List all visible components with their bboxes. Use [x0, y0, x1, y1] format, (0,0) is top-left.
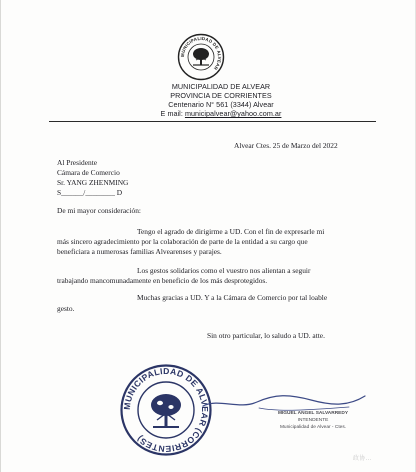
greeting: De mi mayor consideración:	[57, 206, 141, 215]
recipient-formula: S______/________ D	[57, 188, 123, 197]
paragraph-2-line: Los gestos solidarios como el vuestro nos alientan a seguir	[137, 266, 311, 275]
signer-office: Municipalidad de Alvear - Ctes.	[279, 425, 347, 430]
paragraph-1-line: más sincero agradecimiento por la colaboración de parte de la entidad a su cargo que	[57, 237, 308, 246]
stamp-ring-text: MUNICIPALIDAD DE ALVEAR (CORRIENTES)	[121, 365, 211, 455]
email-link[interactable]: municipalvear@yahoo.com.ar	[184, 109, 282, 118]
recipient-name: Sr. YANG ZHENMING	[57, 178, 129, 187]
signer-role: INTENDENTE	[297, 418, 329, 423]
email-line	[121, 109, 321, 118]
paragraph-3-line: Muchas gracias a UD. Y a la Cámara de Comercio por tal loable	[137, 293, 328, 302]
paragraph-1-line: Tengo el agrado de dirigirme a UD. Con el fin de expresarle mi	[137, 227, 325, 236]
corner-watermark: 政协...	[353, 456, 372, 462]
date-line: Alvear Ctes. 25 de Marzo del 2022	[234, 141, 338, 150]
email-label: E mail:	[160, 109, 183, 118]
header-divider	[49, 121, 376, 122]
municipality-name: MUNICIPALIDAD DE ALVEAR	[171, 82, 271, 91]
province-name: PROVINCIA DE CORRIENTES	[170, 91, 272, 100]
paragraph-3-line: gesto.	[57, 304, 75, 313]
seal-motto-text: MUNICIPALIDAD DE ALVEAR	[179, 35, 223, 71]
address-line: Centenario N° 561 (3344) Alvear	[168, 100, 274, 109]
paragraph-1-line: beneficiara a numerosas familias Alvearenses y parajes.	[57, 247, 222, 256]
closing-line: Sin otro particular, lo saludo a UD. atte.	[207, 331, 325, 340]
paragraph-2-line: trabajando mancomunadamente en beneficio de los más desprotegidos.	[57, 276, 268, 285]
recipient-organization: Cámara de Comercio	[57, 168, 120, 177]
municipal-seal-logo	[177, 33, 225, 81]
signer-name: MIGUEL ANGEL SALVARREDY	[277, 411, 349, 416]
recipient-title: Al Presidente	[57, 158, 98, 167]
